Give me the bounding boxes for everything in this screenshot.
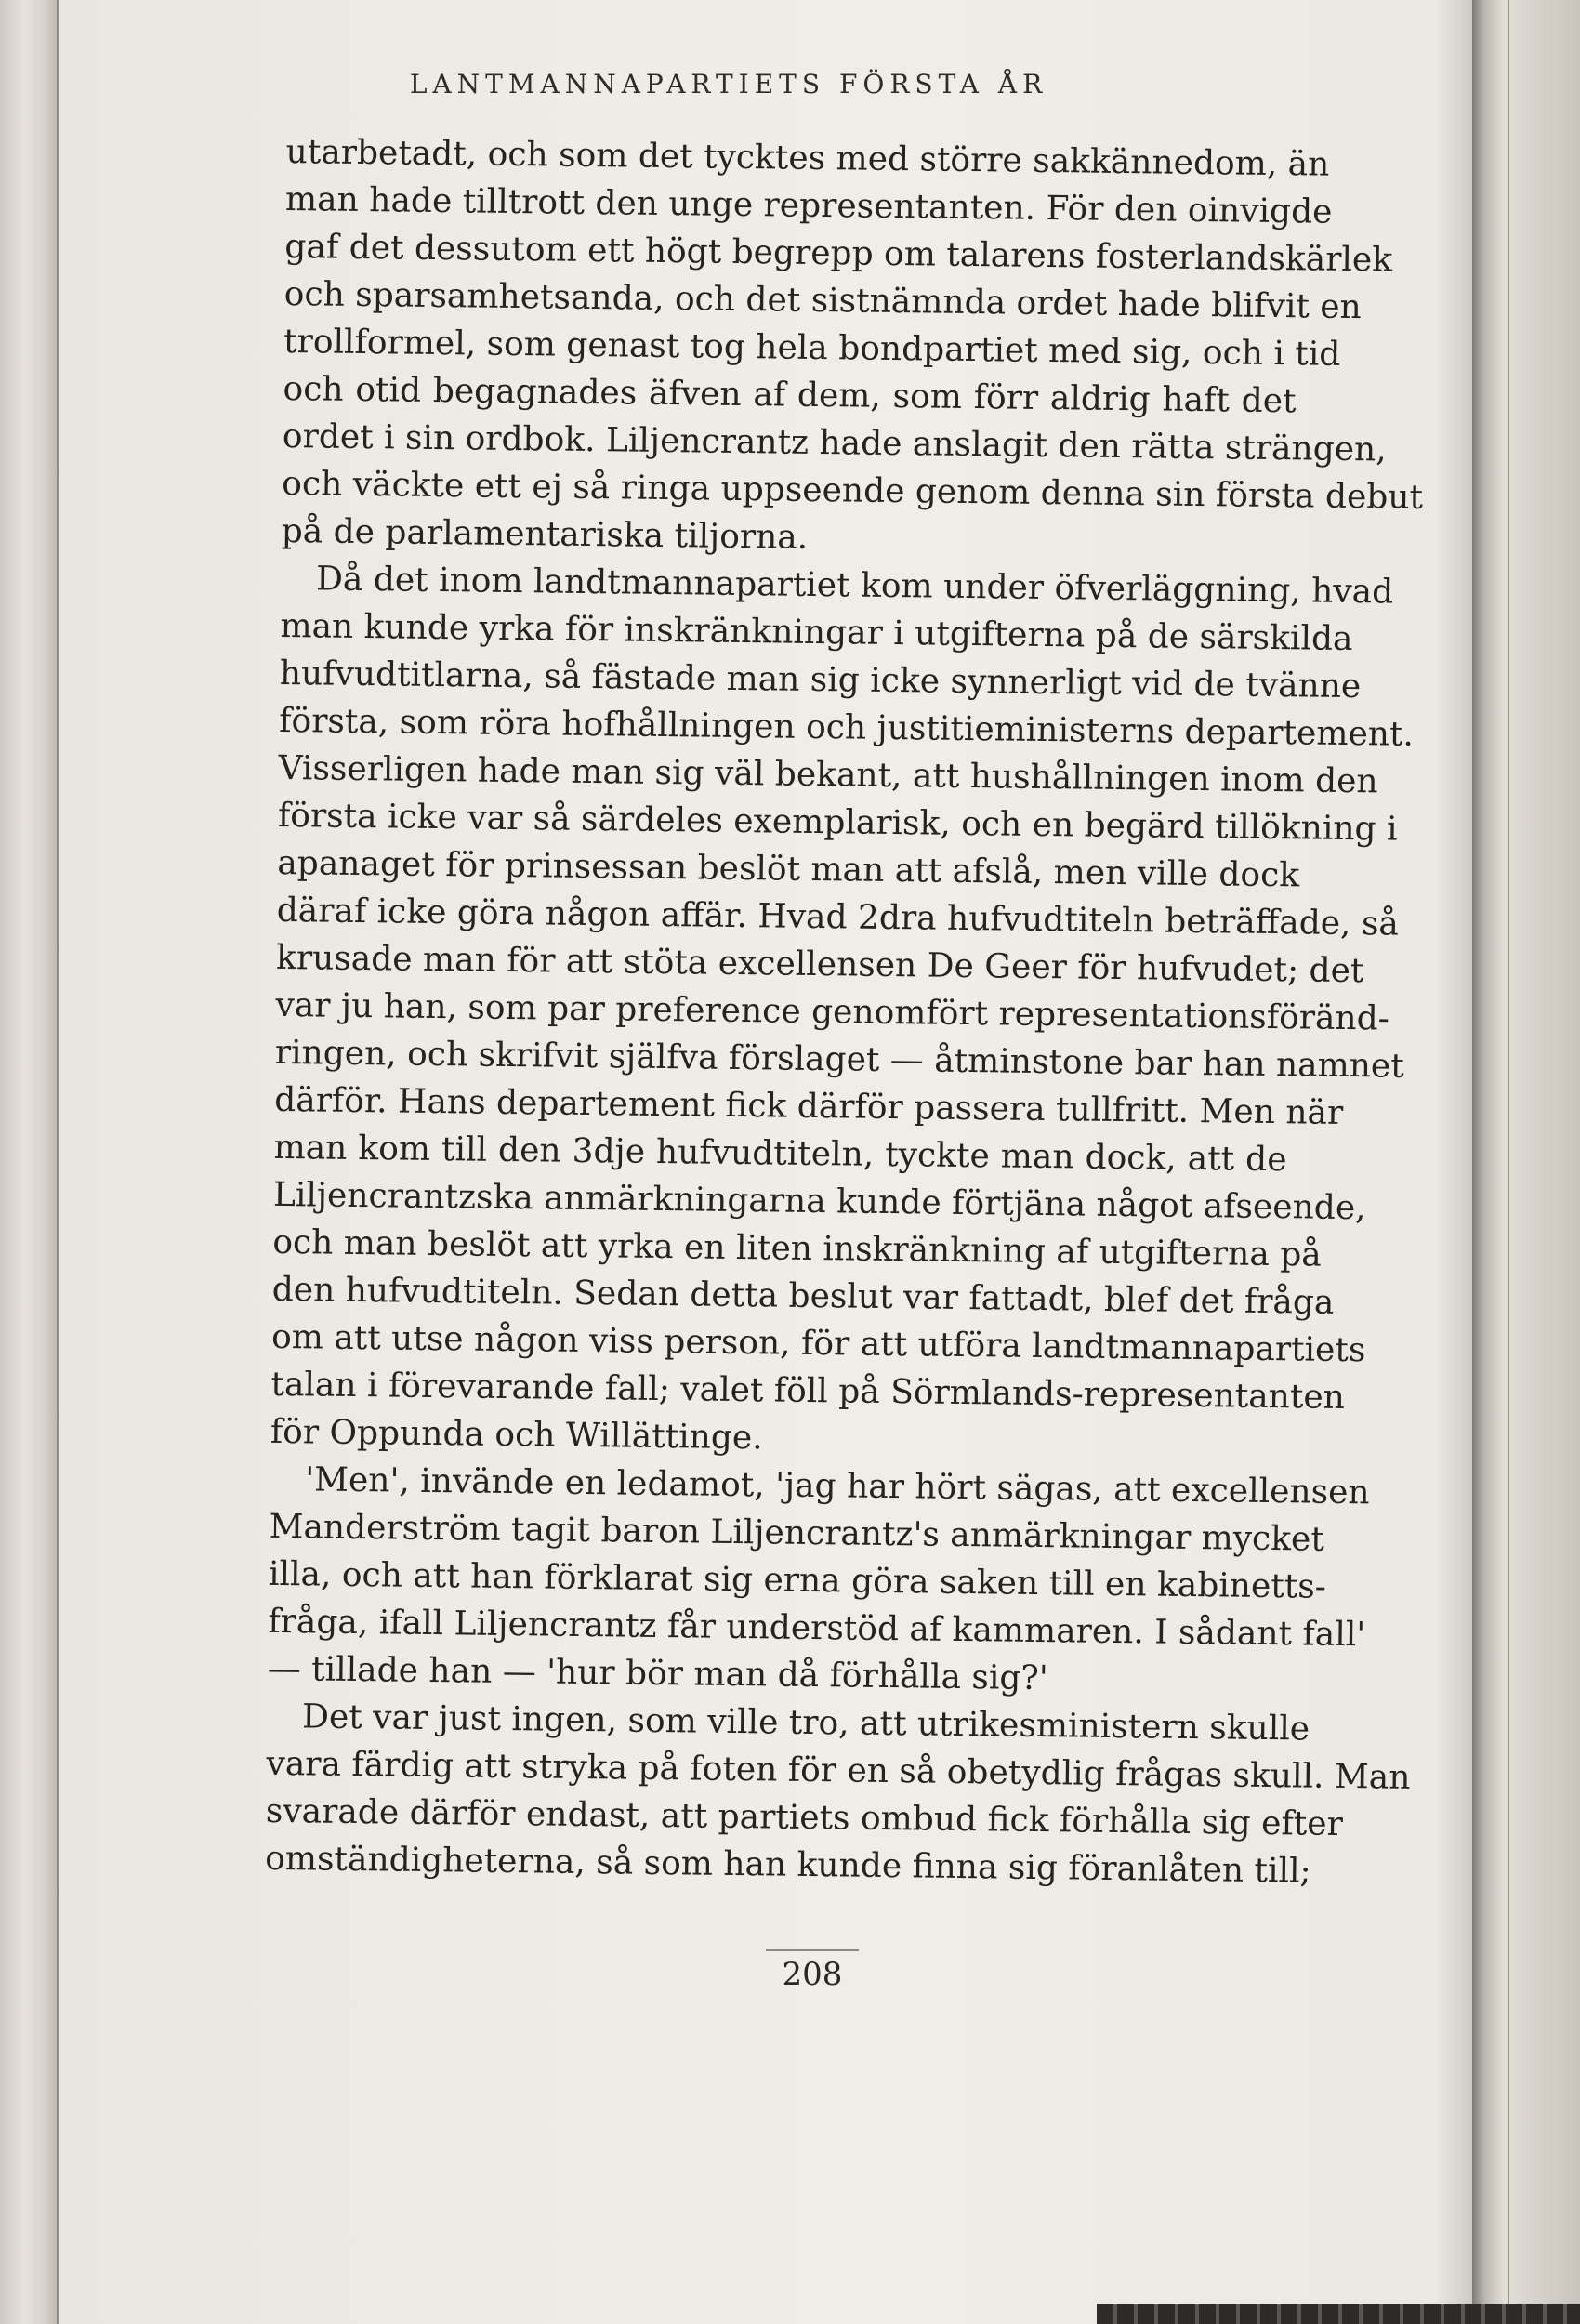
text-line: Visserligen hade man sig väl bekant, att hushållningen inom den: [278, 748, 1378, 801]
text-line: krusade man för att stöta excellensen De Geer för hufvudet; det: [275, 938, 1364, 991]
text-line: man kom till den 3dje hufvudtiteln, tyckte man dock, att de: [273, 1128, 1287, 1180]
text-line: ringen, och skrifvit själfva förslaget — åtminstone bar han namnet: [274, 1033, 1404, 1086]
text-line: Manderström tagit baron Liljencrantz's anmärkningar mycket: [269, 1507, 1325, 1559]
running-head: LANTMANNAPARTIETS FÖRSTA ÅR: [409, 69, 1048, 99]
text-line: om att utse någon viss person, för att utföra landtmannapartiets: [270, 1317, 1366, 1370]
folio-rule: [766, 1949, 859, 1951]
text-line: hufvudtitlarna, så fästade man sig icke synnerligt vid de tvänne: [279, 654, 1362, 706]
text-line: var ju han, som par preference genomfört representationsföränd-: [275, 985, 1390, 1038]
text-line: Liljencrantzska anmärkningarna kunde förtjäna något afseende,: [272, 1175, 1366, 1228]
text-line: vara färdig att stryka på foten för en så obetydlig frågas skull. Man: [266, 1744, 1411, 1797]
text-line: för Oppunda och Willättinge.: [270, 1412, 763, 1458]
text-line: och sparsamhetsanda, och det sistnämnda ordet hade blifvit en: [283, 274, 1362, 327]
text-line: därför. Hans departement fick därför passera tullfritt. Men när: [273, 1080, 1344, 1132]
text-line: och väckte ett ej så ringa uppseende genom denna sin första debut: [282, 464, 1424, 517]
text-line: omständigheterna, så som han kunde finna sig föranlåten till;: [265, 1839, 1311, 1891]
text-line: trollformel, som genast tog hela bondpartiet med sig, och i tid: [283, 322, 1341, 374]
body-text: [265, 128, 1424, 1895]
text-line: illa, och att han förklarat sig erna göra saken till en kabinetts-: [268, 1554, 1327, 1606]
text-line: däraf icke göra någon affär. Hvad 2dra hufvudtiteln beträffade, så: [276, 891, 1400, 944]
text-line: Då det inom landtmannapartiet kom under öfverläggning, hvad: [315, 560, 1394, 612]
text-line: och otid begagnades äfven af dem, som förr aldrig haft det: [283, 369, 1297, 421]
text-line: den hufvudtiteln. Sedan detta beslut var fattadt, blef det fråga: [271, 1270, 1335, 1322]
text-line: utarbetadt, och som det tycktes med större sakkännedom, än: [285, 132, 1330, 184]
text-line: Det var just ingen, som ville tro, att utrikesministern skulle: [301, 1697, 1310, 1749]
scanner-bed-strip: [1097, 2304, 1580, 2324]
text-line: man hade tilltrott den unge representanten. För den oinvigde: [284, 179, 1333, 231]
text-line: man kunde yrka för inskränkningar i utgifterna på de särskilda: [280, 606, 1353, 659]
text-line: fråga, ifall Liljencrantz får understöd af kammaren. I sådant fall': [268, 1602, 1366, 1655]
text-line: gaf det dessutom ett högt begrepp om talarens fosterlandskärlek: [284, 227, 1393, 280]
text-line: på de parlamentariska tiljorna.: [281, 511, 809, 557]
text-line: 'Men', invände en ledamot, 'jag har hört sägas, att excellensen: [304, 1460, 1370, 1512]
text-line: och man beslöt att yrka en liten inskränkning af utgifterna på: [272, 1222, 1322, 1274]
text-line: svarade därför endast, att partiets ombud fick förhålla sig efter: [265, 1791, 1344, 1844]
adjacent-page-edge: [0, 0, 59, 2324]
text-line: ordet i sin ordbok. Liljencrantz hade anslagit den rätta strängen,: [282, 416, 1387, 469]
page-number: 208: [782, 1956, 843, 1993]
text-line: apanaget för prinsessan beslöt man att afslå, men ville dock: [277, 843, 1300, 895]
book-page: [59, 0, 1472, 2324]
text-line: — tillade han — 'hur bör man då förhålla sig?': [267, 1649, 1048, 1698]
text-line: första, som röra hofhållningen och justitieministerns departement.: [278, 701, 1415, 754]
page-stack-edge: [1472, 0, 1580, 2324]
text-line: första icke var så särdeles exemplarisk, och en begärd tillökning i: [277, 796, 1398, 849]
text-line: talan i förevarande fall; valet föll på Sörmlands-representanten: [270, 1365, 1346, 1418]
